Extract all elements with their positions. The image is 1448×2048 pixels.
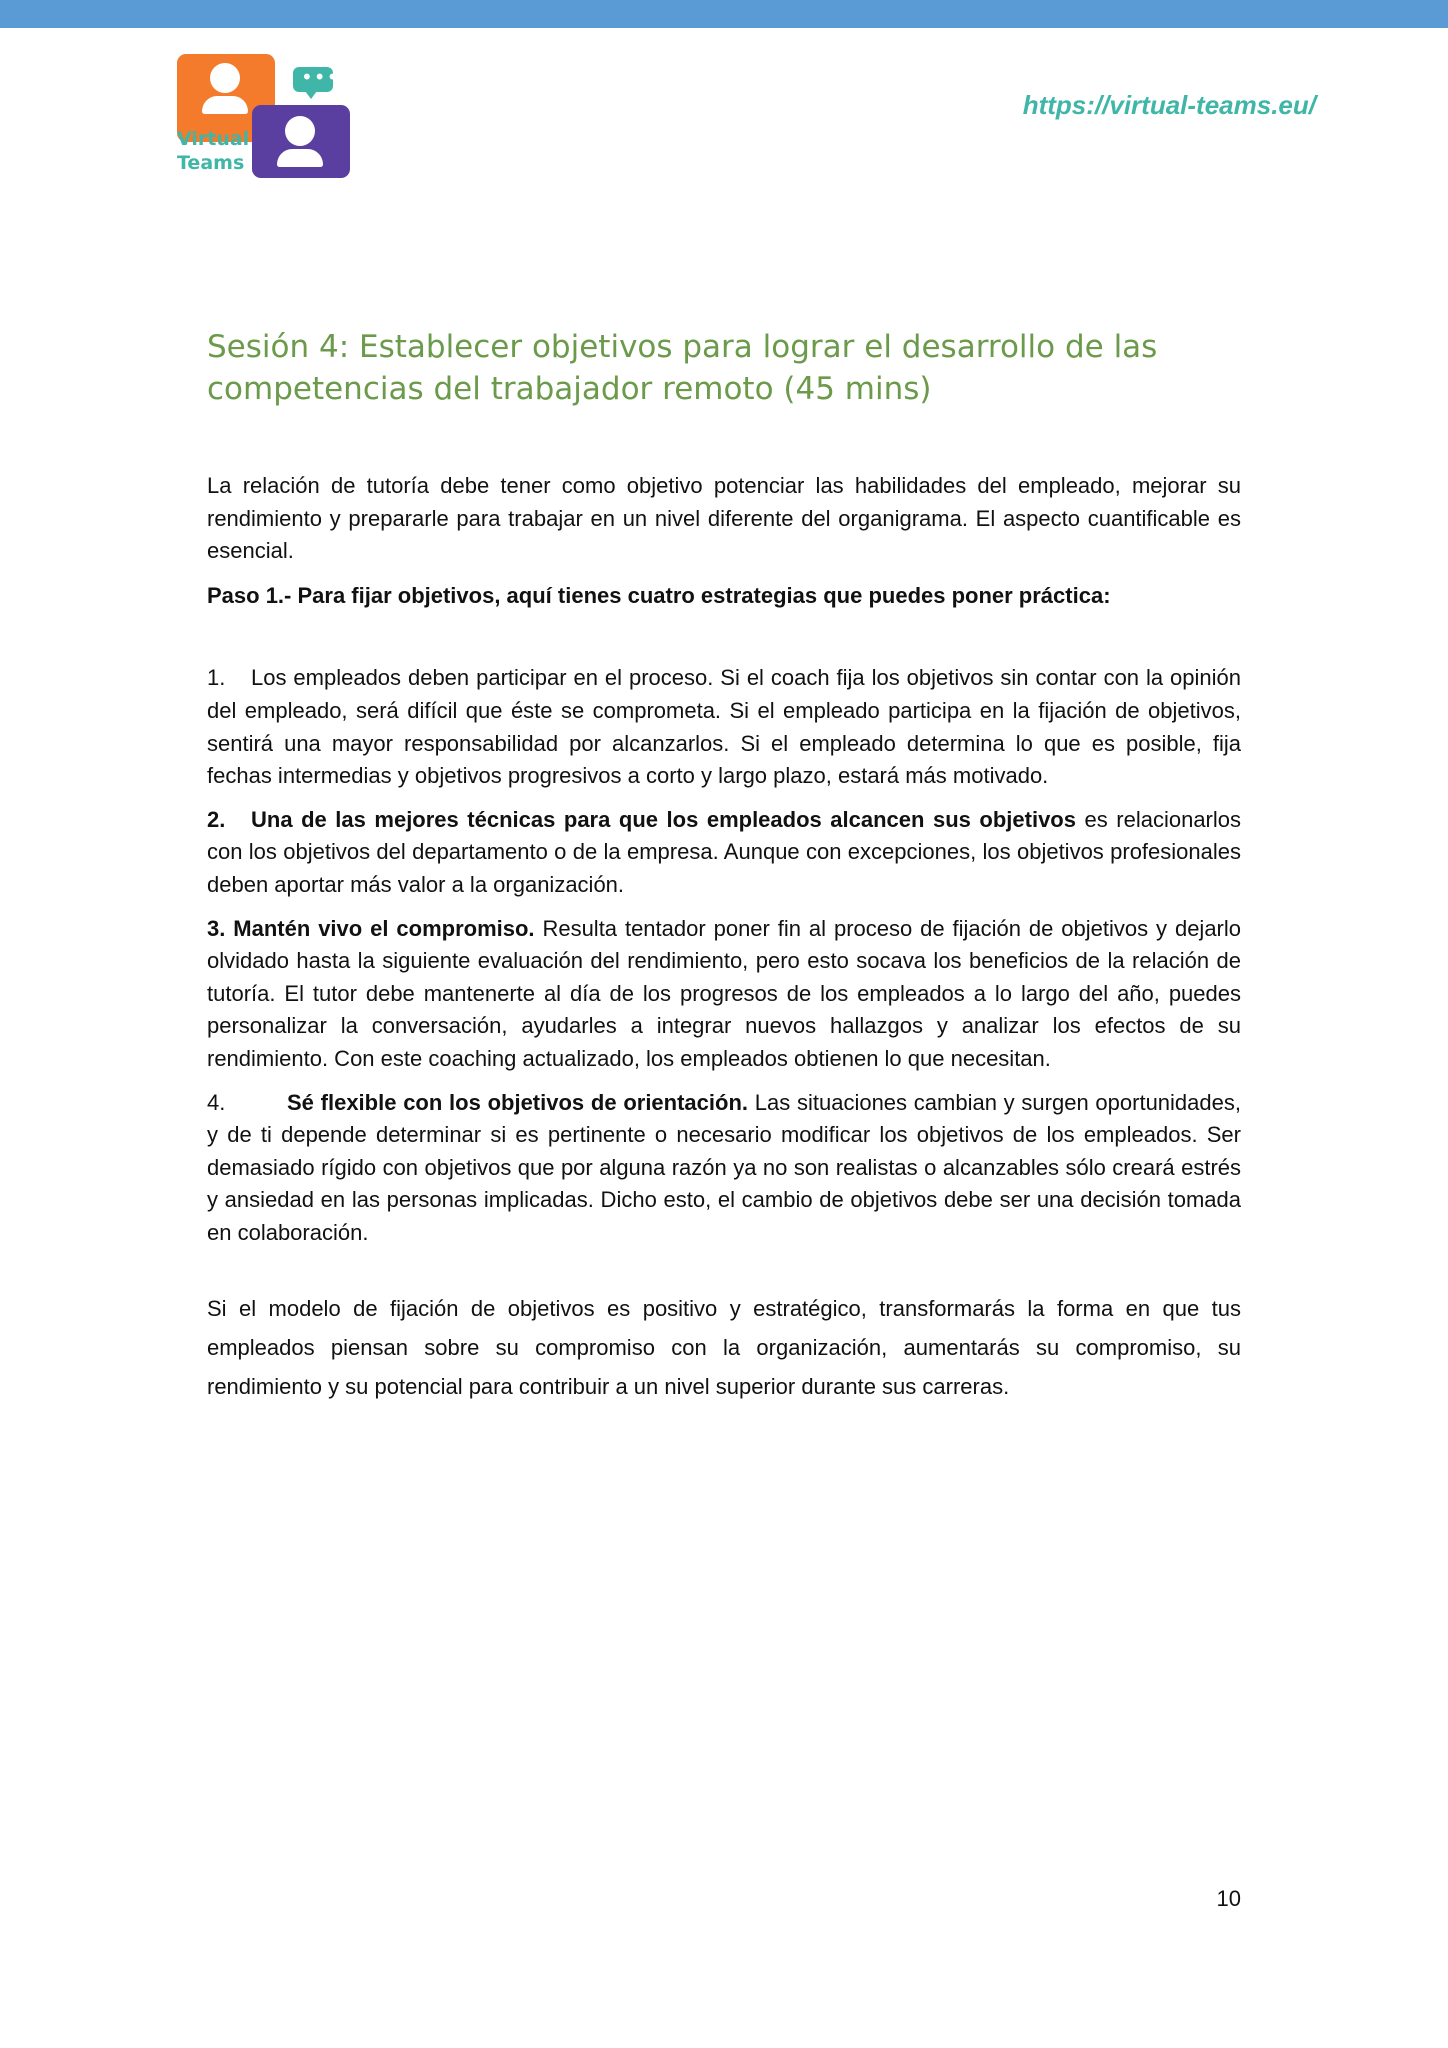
item-bold-lead: Mantén vivo el compromiso. bbox=[233, 915, 535, 941]
strategy-item-4 bbox=[207, 1087, 1241, 1250]
item-number: 1. bbox=[207, 665, 226, 691]
closing-paragraph: Si el modelo de fijación de objetivos es positivo y estratégico, transformarás la forma en que tus empleados piensan sobre su compromiso con la organización, aumentarás su compromiso, su rendimiento y su potencial para contribuir a un nivel superior durante sus carreras. bbox=[207, 1296, 1241, 1400]
item-text: es relacionarlos con los objetivos del departamento o de la empresa. Aunque con excepciones, los objetivos profesionales deben aportar más valor a la organización. bbox=[207, 806, 1241, 897]
header-url-link[interactable]: https://virtual-teams.eu/ bbox=[1022, 90, 1316, 120]
strategy-item-2 bbox=[207, 804, 1241, 902]
step-heading: Paso 1.- Para fijar objetivos, aquí tienes cuatro estrategias que puedes poner práctica: bbox=[207, 582, 1111, 608]
logo-word-teams: Teams bbox=[177, 152, 245, 174]
strategy-item-3 bbox=[207, 913, 1241, 1076]
intro-paragraph: La relación de tutoría debe tener como objetivo potenciar las habilidades del empleado, mejorar su rendimiento y prepararle para trabajar en un nivel diferente del organigrama. El aspecto cuantificable es esencial. bbox=[207, 473, 1241, 564]
item-number: 3. bbox=[207, 915, 226, 941]
document-body bbox=[207, 470, 1241, 1406]
chat-bubble-icon: ••• bbox=[293, 67, 333, 92]
item-bold-lead: Sé flexible con los objetivos de orientación. bbox=[287, 1089, 749, 1115]
item-text: Los empleados deben participar en el proceso. Si el coach fija los objetivos sin contar con la opinión del empleado, será difícil que éste se comprometa. Si el empleado participa en la fijación de objetivos, sentirá una mayor responsabilidad por alcanzarlos. Si el empleado determina lo que es posible, fija fechas intermedias y objetivos progresivos a corto y largo plazo, estará más motivado. bbox=[207, 665, 1241, 789]
session-title: Sesión 4: Establecer objetivos para lograr el desarrollo de las competencias del trabajador remoto (45 mins) bbox=[207, 329, 1158, 407]
item-number: 4. bbox=[207, 1089, 226, 1115]
person-icon bbox=[277, 116, 323, 167]
strategy-item-1 bbox=[207, 662, 1241, 792]
top-accent-bar bbox=[0, 0, 1448, 28]
item-text: Las situaciones cambian y surgen oportunidades, y de ti depende determinar si es pertinente o necesario modificar los objetivos de los empleados. Ser demasiado rígido con objetivos que por alguna razón ya no son realistas o alcanzables sólo creará estrés y ansiedad en las personas implicadas. Dicho esto, el cambio de objetivos debe ser una decisión tomada en colaboración. bbox=[207, 1089, 1241, 1245]
item-number: 2. bbox=[207, 806, 226, 832]
person-icon bbox=[202, 63, 248, 114]
virtual-teams-logo bbox=[177, 52, 352, 180]
page-number: 10 bbox=[1216, 1886, 1241, 1911]
item-bold-lead: Una de las mejores técnicas para que los empleados alcancen sus objetivos bbox=[251, 806, 1076, 832]
logo-word-virtual: Virtual bbox=[177, 128, 250, 150]
item-text: Resulta tentador poner fin al proceso de fijación de objetivos y dejarlo olvidado hasta la siguiente evaluación del rendimiento, pero esto socava los beneficios de la relación de tutoría. El tutor debe mantenerte al día de los progresos de los empleados a lo largo del año, puedes personalizar la conversación, ayudarles a integrar nuevos hallazgos y analizar los efectos de su rendimiento. Con este coaching actualizado, los empleados obtienen lo que necesitan. bbox=[207, 915, 1241, 1071]
